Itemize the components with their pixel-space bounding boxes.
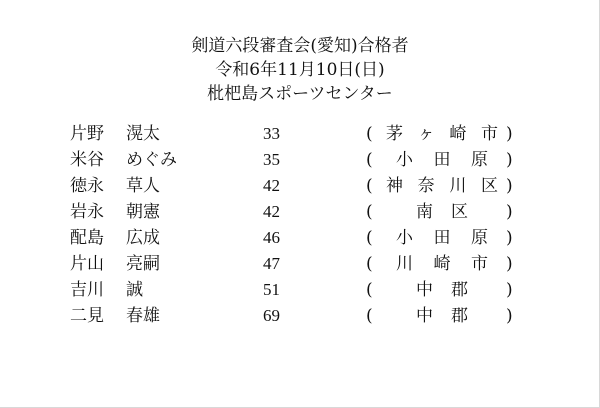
list-item <box>70 121 530 147</box>
open-paren: ( <box>366 150 373 170</box>
open-paren: ( <box>366 254 373 274</box>
close-paren: ) <box>506 306 513 326</box>
open-paren: ( <box>366 228 373 248</box>
city: 小田原 <box>396 228 488 248</box>
city: 中郡 <box>416 280 468 300</box>
list-item <box>70 251 530 277</box>
surname: 米谷 <box>70 150 104 170</box>
age: 42 <box>263 202 280 221</box>
open-paren: ( <box>366 280 373 300</box>
close-paren: ) <box>506 202 513 222</box>
given-name: 春雄 <box>126 306 160 326</box>
page-title: 剣道六段審査会(愛知)合格者 <box>191 36 409 56</box>
list-item <box>70 277 530 303</box>
given-name: 朝憲 <box>126 202 160 222</box>
close-paren: ) <box>506 228 513 248</box>
close-paren: ) <box>506 254 513 274</box>
age: 69 <box>263 306 280 325</box>
city: 南区 <box>416 202 468 222</box>
open-paren: ( <box>366 124 373 144</box>
document-header <box>0 34 600 106</box>
surname: 徳永 <box>70 176 104 196</box>
list-item <box>70 199 530 225</box>
city: 茅ヶ崎市 <box>386 124 498 144</box>
open-paren: ( <box>366 202 373 222</box>
given-name: めぐみ <box>126 150 177 170</box>
age: 51 <box>263 280 280 299</box>
exam-venue: 枇杷島スポーツセンター <box>207 84 393 104</box>
city: 川崎市 <box>396 254 488 274</box>
open-paren: ( <box>366 306 373 326</box>
city: 小田原 <box>396 150 488 170</box>
given-name: 亮嗣 <box>126 254 160 274</box>
given-name: 誠 <box>126 280 143 300</box>
age: 35 <box>263 150 280 169</box>
age: 42 <box>263 176 280 195</box>
age: 46 <box>263 228 280 247</box>
surname: 片山 <box>70 254 104 274</box>
list-item <box>70 147 530 173</box>
close-paren: ) <box>506 150 513 170</box>
given-name: 草人 <box>126 176 160 196</box>
age: 47 <box>263 254 280 273</box>
passer-list <box>70 121 530 329</box>
list-item <box>70 225 530 251</box>
close-paren: ) <box>506 280 513 300</box>
surname: 二見 <box>70 306 104 326</box>
close-paren: ) <box>506 176 513 196</box>
close-paren: ) <box>506 124 513 144</box>
age: 33 <box>263 124 280 143</box>
city: 神奈川区 <box>386 176 498 196</box>
city: 中郡 <box>416 306 468 326</box>
list-item <box>70 303 530 329</box>
given-name: 広成 <box>126 228 160 248</box>
open-paren: ( <box>366 176 373 196</box>
surname: 岩永 <box>70 202 104 222</box>
list-item <box>70 173 530 199</box>
exam-date: 令和6年11月10日(日) <box>215 60 385 80</box>
surname: 配島 <box>70 228 104 248</box>
surname: 片野 <box>70 124 104 144</box>
given-name: 滉太 <box>126 124 160 144</box>
surname: 吉川 <box>70 280 104 300</box>
